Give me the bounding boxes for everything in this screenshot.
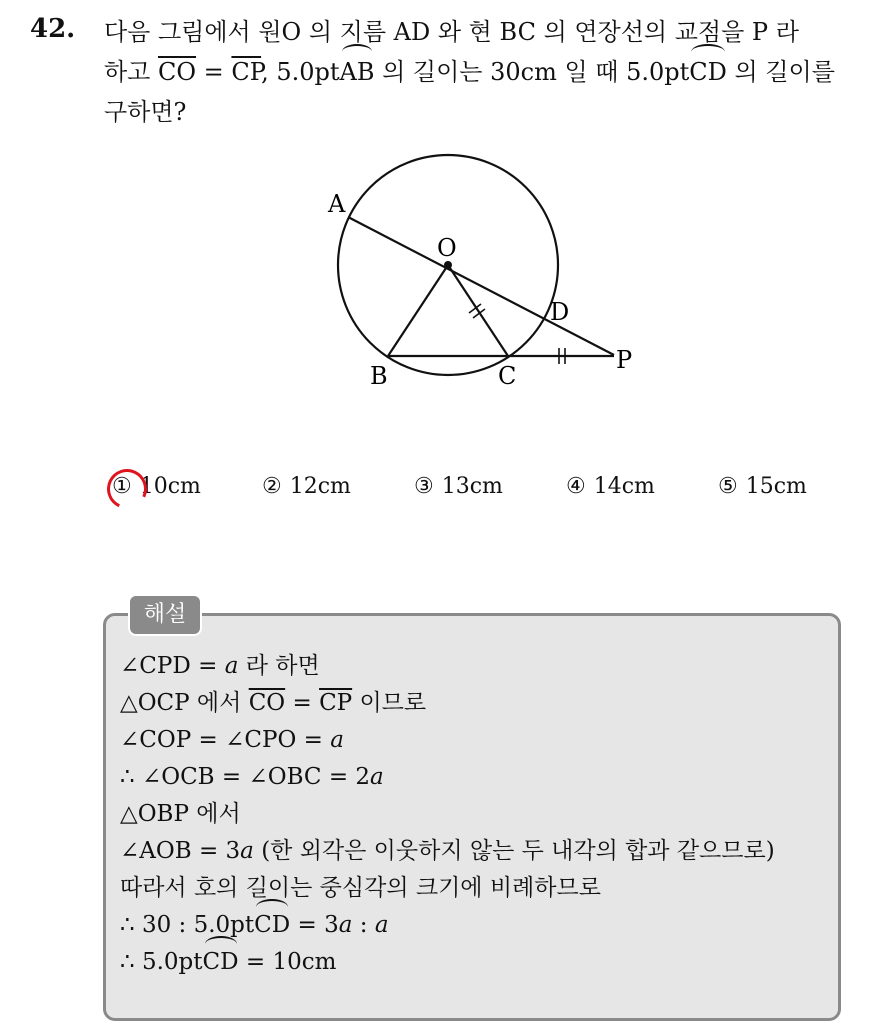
text-fragment: = [285,690,320,716]
arc-cd: CD [689,52,727,92]
label-a: A [328,190,346,218]
segment-cp: $\overline{CP}$ [231,58,262,86]
segment-co: $\overline{CO}$ [248,690,286,716]
line-ap [348,217,614,355]
text-fragment: ∴ 5.0pt [120,949,203,975]
choice-5[interactable] [718,474,807,499]
choice-2[interactable] [262,474,351,499]
segment-cp: $\overline{CP}$ [319,690,353,716]
segment-ob [388,265,448,356]
text-fragment: 하고 [104,58,158,86]
text-fragment: 의 길이는 30cm 일 때 5.0pt [374,58,690,86]
variable: a [240,838,254,864]
variable: a [374,912,389,938]
choice-text: 12cm [289,474,351,499]
text-fragment: : [352,912,375,938]
text-fragment: , 5.0pt [261,58,340,86]
choice-number: ② [262,474,282,499]
choice-text: 15cm [745,474,807,499]
solution-tag: 해설 [128,594,202,636]
center-point [444,261,452,269]
text-fragment: 이므로 [352,690,427,716]
label-c: C [498,362,517,390]
solution-line-7: 따라서 호의 길이는 중심각의 크기에 비례하므로 [120,875,601,901]
variable: a [338,912,353,938]
text-fragment: = 3 [290,912,339,938]
text-fragment: (한 외각은 이웃하지 않는 두 내각의 합과 같으므로) [253,838,775,864]
text-fragment: ∠COP = ∠CPO = [120,727,331,753]
choice-1[interactable] [112,474,201,499]
text-fragment: ∠AOB = 3 [120,838,241,864]
choice-3[interactable] [414,474,503,499]
choice-number: ⑤ [718,474,738,499]
arc-cd: CD [203,944,239,981]
solution-line-1 [120,648,840,685]
text-fragment: ∠CPD = [120,653,225,679]
label-d: D [550,298,570,326]
label-o: O [437,234,457,262]
solution-line-9 [120,944,840,981]
solution-line-2 [120,685,840,722]
question-line-1: 다음 그림에서 원O 의 지름 AD 와 현 BC 의 연장선의 교점을 P 라 [104,18,799,46]
text-fragment: ∴ 30 : 5.0pt [120,912,255,938]
arc-cd: CD [254,907,290,944]
label-p: P [616,346,633,374]
solution-line-4 [120,759,840,796]
geometry-figure [300,150,640,400]
choice-text: 13cm [441,474,503,499]
segment-oc [448,265,508,356]
text-fragment: ∴ ∠OCB = ∠OBC = 2 [120,764,371,790]
choice-text: 14cm [593,474,655,499]
arc-ab: AB [340,52,375,92]
question-line-2 [104,52,864,92]
answer-choices [104,474,864,514]
label-b: B [370,362,388,390]
variable: a [224,653,239,679]
choice-number: ④ [566,474,586,499]
segment-co: $\overline{CO}$ [158,58,197,86]
choice-4[interactable] [566,474,655,499]
variable: a [370,764,384,790]
choice-number: ③ [414,474,434,499]
variable: a [330,727,344,753]
text-fragment: = [196,58,232,86]
text-fragment: △OCP 에서 [120,690,249,716]
text-fragment: = 10cm [238,949,337,975]
solution-body [120,648,840,981]
choice-text: 10cm [139,474,201,499]
question-number: 42. [30,14,76,44]
solution-line-3 [120,722,840,759]
selected-circle-mark [101,463,152,514]
solution-line-6 [120,833,840,870]
text-fragment: 의 길이를 [726,58,835,86]
text-fragment: 라 하면 [238,653,320,679]
choice-number: ① [112,474,132,499]
question-text [104,12,864,132]
question-line-3: 구하면? [104,98,187,126]
solution-line-5: △OBP 에서 [120,801,241,827]
